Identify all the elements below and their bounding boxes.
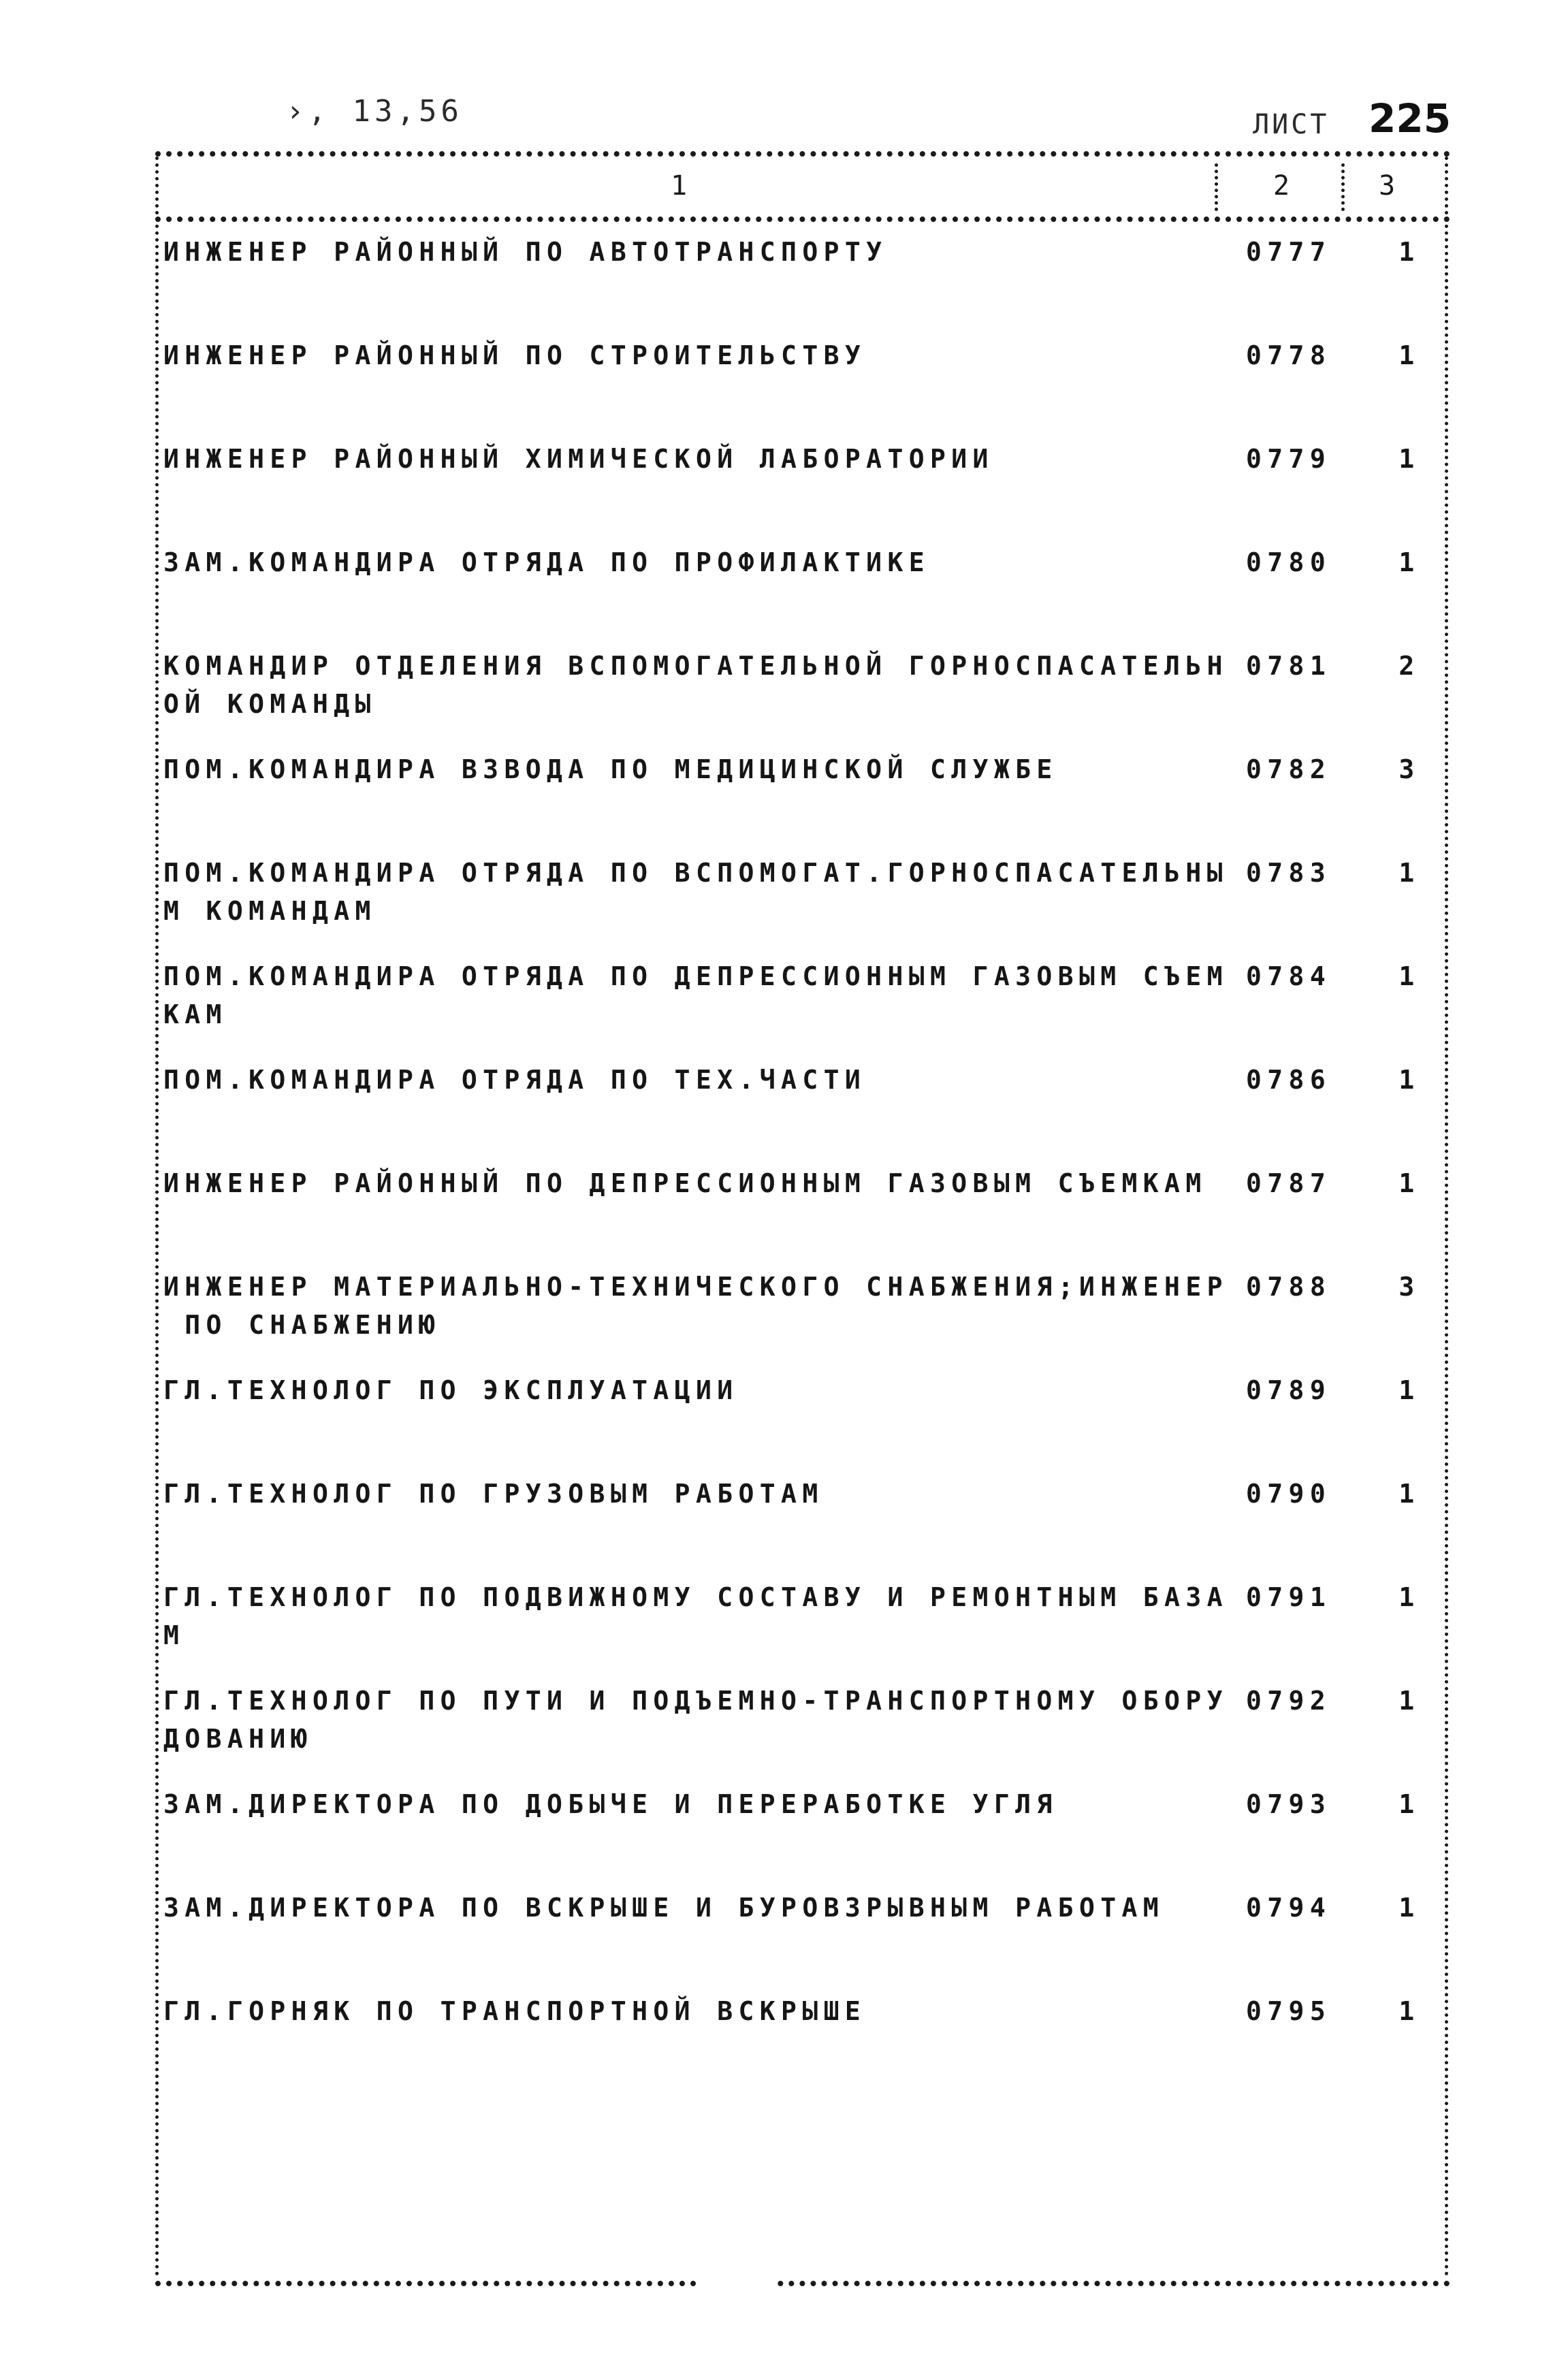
position-quantity: 1 — [1398, 1686, 1420, 1716]
position-code: 0779 — [1246, 444, 1332, 474]
position-title-line: М — [163, 1620, 185, 1650]
position-code: 0792 — [1246, 1686, 1332, 1716]
position-code: 0786 — [1246, 1065, 1332, 1095]
position-title-line: ГЛ.ТЕХНОЛОГ ПО ПОДВИЖНОМУ СОСТАВУ И РЕМОНТНЫМ БАЗА — [163, 1582, 1228, 1612]
position-code: 0777 — [1246, 237, 1332, 267]
position-quantity: 1 — [1398, 1375, 1420, 1405]
position-title — [163, 1578, 1226, 1654]
position-quantity: 3 — [1398, 754, 1420, 784]
position-title-line: ОЙ КОМАНДЫ — [163, 689, 377, 719]
position-quantity: 1 — [1398, 1582, 1420, 1612]
position-title-line: ИНЖЕНЕР МАТЕРИАЛЬНО-ТЕХНИЧЕСКОГО СНАБЖЕНИЯ;ИНЖЕНЕР — [163, 1272, 1228, 1302]
position-title — [163, 1268, 1226, 1344]
bottom-border-gap — [701, 2277, 776, 2290]
position-code: 0789 — [1246, 1375, 1332, 1405]
position-quantity: 2 — [1398, 651, 1420, 681]
position-quantity: 1 — [1398, 858, 1420, 888]
position-title-line: ГЛ.ТЕХНОЛОГ ПО ГРУЗОВЫМ РАБОТАМ — [163, 1479, 824, 1509]
position-title-line: ГЛ.ТЕХНОЛОГ ПО ПУТИ И ПОДЪЕМНО-ТРАНСПОРТНОМУ ОБОРУ — [163, 1686, 1228, 1716]
column-header-1: 1 — [671, 170, 690, 202]
position-code: 0780 — [1246, 547, 1332, 577]
position-title — [163, 647, 1226, 723]
position-code: 0788 — [1246, 1272, 1332, 1302]
header-separator — [155, 217, 1450, 222]
position-title-line: ГЛ.ТЕХНОЛОГ ПО ЭКСПЛУАТАЦИИ — [163, 1375, 739, 1405]
position-code: 0778 — [1246, 340, 1332, 370]
column-header-2: 2 — [1273, 170, 1293, 202]
position-quantity: 1 — [1398, 340, 1420, 370]
page-header-left: ›, 13,56 — [286, 94, 463, 129]
position-code: 0781 — [1246, 651, 1332, 681]
position-title — [163, 440, 1226, 478]
position-title — [163, 1371, 1226, 1409]
position-code: 0791 — [1246, 1582, 1332, 1612]
position-quantity: 1 — [1398, 237, 1420, 267]
position-quantity: 1 — [1398, 961, 1420, 991]
position-code: 0795 — [1246, 1996, 1332, 2026]
position-quantity: 1 — [1398, 1789, 1420, 1819]
position-title-line: ИНЖЕНЕР РАЙОННЫЙ ПО СТРОИТЕЛЬСТВУ — [163, 340, 867, 370]
position-quantity: 1 — [1398, 547, 1420, 577]
position-quantity: 1 — [1398, 1168, 1420, 1198]
position-title-line: ИНЖЕНЕР РАЙОННЫЙ ПО АВТОТРАНСПОРТУ — [163, 237, 888, 267]
position-code: 0784 — [1246, 961, 1332, 991]
position-quantity: 1 — [1398, 1893, 1420, 1923]
position-title — [163, 1889, 1226, 1927]
position-title-line: ЗАМ.ДИРЕКТОРА ПО ДОБЫЧЕ И ПЕРЕРАБОТКЕ УГЛЯ — [163, 1789, 1058, 1819]
position-quantity: 1 — [1398, 444, 1420, 474]
position-code: 0783 — [1246, 858, 1332, 888]
table-right-border — [1445, 157, 1448, 2277]
position-title-line: ПО СНАБЖЕНИЮ — [163, 1310, 441, 1340]
position-title — [163, 1785, 1226, 1823]
position-title — [163, 1061, 1226, 1099]
sheet-number: 225 — [1369, 95, 1452, 142]
position-quantity: 1 — [1398, 1996, 1420, 2026]
position-code: 0790 — [1246, 1479, 1332, 1509]
position-title-line: ГЛ.ГОРНЯК ПО ТРАНСПОРТНОЙ ВСКРЫШЕ — [163, 1996, 867, 2026]
position-title-line: ПОМ.КОМАНДИРА ВЗВОДА ПО МЕДИЦИНСКОЙ СЛУЖБЕ — [163, 754, 1058, 784]
position-code: 0793 — [1246, 1789, 1332, 1819]
position-title — [163, 336, 1226, 374]
position-quantity: 1 — [1398, 1065, 1420, 1095]
position-title — [163, 750, 1226, 788]
position-title-line: ИНЖЕНЕР РАЙОННЫЙ ПО ДЕПРЕССИОННЫМ ГАЗОВЫМ СЪЕМКАМ — [163, 1168, 1207, 1198]
position-title-line: М КОМАНДАМ — [163, 896, 377, 926]
column-separator-1 — [1215, 163, 1218, 211]
position-title — [163, 854, 1226, 930]
position-title-line: КОМАНДИР ОТДЕЛЕНИЯ ВСПОМОГАТЕЛЬНОЙ ГОРНОСПАСАТЕЛЬН — [163, 651, 1228, 681]
position-title-line: КАМ — [163, 999, 227, 1029]
position-code: 0794 — [1246, 1893, 1332, 1923]
table-top-border — [155, 151, 1450, 157]
column-separator-2 — [1341, 163, 1345, 211]
column-header-3: 3 — [1379, 170, 1398, 202]
position-title-line: ПОМ.КОМАНДИРА ОТРЯДА ПО ТЕХ.ЧАСТИ — [163, 1065, 867, 1095]
sheet-label: ЛИСТ — [1253, 109, 1330, 140]
position-title — [163, 1475, 1226, 1513]
position-code: 0782 — [1246, 754, 1332, 784]
position-quantity: 1 — [1398, 1479, 1420, 1509]
position-title-line: ЗАМ.ДИРЕКТОРА ПО ВСКРЫШЕ И БУРОВЗРЫВНЫМ РАБОТАМ — [163, 1893, 1165, 1923]
table-left-border — [155, 157, 159, 2277]
position-title-line: ИНЖЕНЕР РАЙОННЫЙ ХИМИЧЕСКОЙ ЛАБОРАТОРИИ — [163, 444, 994, 474]
position-title-line: ЗАМ.КОМАНДИРА ОТРЯДА ПО ПРОФИЛАКТИКЕ — [163, 547, 931, 577]
position-code: 0787 — [1246, 1168, 1332, 1198]
position-title — [163, 957, 1226, 1033]
position-title — [163, 1992, 1226, 2030]
position-title-line: ПОМ.КОМАНДИРА ОТРЯДА ПО ВСПОМОГАТ.ГОРНОСПАСАТЕЛЬНЫ — [163, 858, 1228, 888]
position-title-line: ПОМ.КОМАНДИРА ОТРЯДА ПО ДЕПРЕССИОННЫМ ГАЗОВЫМ СЪЕМ — [163, 961, 1228, 991]
position-title — [163, 543, 1226, 581]
position-title — [163, 233, 1226, 271]
position-title — [163, 1682, 1226, 1758]
position-quantity: 3 — [1398, 1272, 1420, 1302]
table-bottom-border — [155, 2281, 1450, 2286]
position-title — [163, 1164, 1226, 1202]
position-title-line: ДОВАНИЮ — [163, 1724, 313, 1754]
